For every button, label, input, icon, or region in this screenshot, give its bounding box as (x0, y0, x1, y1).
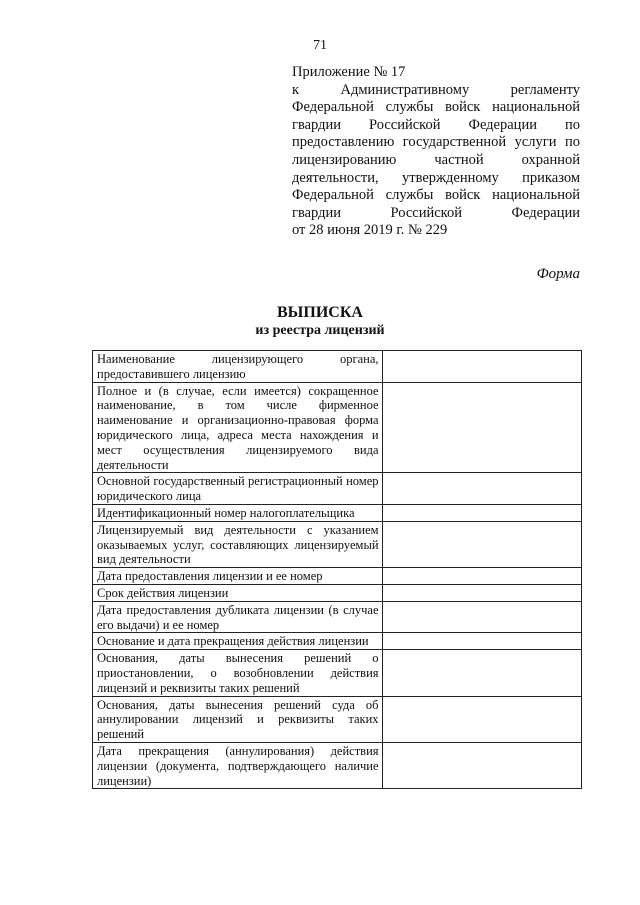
row-label-cell (93, 650, 383, 696)
registry-table (92, 350, 582, 789)
row-value-cell (382, 633, 581, 650)
row-label: Основной государственный регистрационный номер юридического лица (97, 474, 379, 504)
table-row (93, 521, 582, 567)
row-label: Дата предоставления лицензии и ее номер (97, 569, 323, 584)
table-row (93, 584, 582, 601)
row-label: Срок действия лицензии (97, 585, 229, 600)
row-value-cell (382, 504, 581, 521)
appendix-title: Приложение № 17 (292, 64, 406, 80)
appendix-line: гвардии Российской Федерации по (292, 116, 580, 133)
row-label: Дата прекращения (аннулирования) действия лицензии (документа, подтверждающего наличие лицензии) (97, 743, 379, 788)
appendix-line: Федеральной службы войск национальной (292, 99, 580, 116)
row-value-cell (382, 584, 581, 601)
document-subtitle: из реестра лицензий (255, 323, 385, 338)
appendix-line: деятельности, утвержденному приказом (292, 169, 580, 186)
row-label-cell (93, 696, 383, 742)
row-value-cell (382, 568, 581, 585)
row-label: Лицензируемый вид деятельности с указанием оказываемых услуг, составляющих лицензируемый вид деятельности (97, 522, 379, 567)
row-label-cell (93, 521, 383, 567)
row-value-cell (382, 521, 581, 567)
row-label-cell (93, 473, 383, 505)
page-number: 71 (313, 38, 327, 53)
row-value-cell (382, 601, 581, 633)
table-row (93, 601, 582, 633)
table-row (93, 696, 582, 742)
row-value-cell (382, 351, 581, 383)
table-row (93, 504, 582, 521)
table-row (93, 351, 582, 383)
row-label: Наименование лицензирующего органа, предоставившего лицензию (97, 352, 379, 381)
row-label-cell (93, 601, 383, 633)
document-title: ВЫПИСКА (277, 304, 363, 321)
table-row (93, 633, 582, 650)
table-row (93, 382, 582, 473)
row-label-cell (93, 382, 383, 473)
row-value-cell (382, 650, 581, 696)
row-label-cell (93, 568, 383, 585)
row-label: Основание и дата прекращения действия лицензии (97, 634, 369, 649)
row-value-cell (382, 696, 581, 742)
table-row (93, 473, 582, 505)
appendix-block (292, 64, 580, 240)
appendix-line: предоставлению государственной услуги по (292, 134, 580, 151)
appendix-line: лицензированию частной охранной (292, 151, 580, 168)
row-label: Идентификационный номер налогоплательщика (97, 505, 355, 520)
row-label-cell (93, 584, 383, 601)
row-label-cell (93, 633, 383, 650)
appendix-line: от 28 июня 2019 г. № 229 (292, 222, 448, 239)
row-label-cell (93, 351, 383, 383)
appendix-line: Федеральной службы войск национальной (292, 187, 580, 204)
row-label-cell (93, 742, 383, 788)
row-label: Основания, даты вынесения решений о приостановлении, о возобновлении действия лицензий и реквизиты таких решений (97, 651, 379, 695)
table-row (93, 650, 582, 696)
row-label-cell (93, 504, 383, 521)
row-value-cell (382, 382, 581, 473)
table-row (93, 742, 582, 788)
row-value-cell (382, 473, 581, 505)
form-label: Форма (536, 266, 580, 282)
row-label: Полное и (в случае, если имеется) сокращенное наименование, в том числе фирменное наименование и организационно-правовая форма юридического лица, адреса места нахождения и мест осуществления лицензируемого вида деятельности (97, 383, 379, 472)
row-value-cell (382, 742, 581, 788)
row-label: Дата предоставления дубликата лицензии (в случае его выдачи) и ее номер (97, 602, 379, 632)
appendix-line: к Административному регламенту (292, 81, 580, 98)
table-row (93, 568, 582, 585)
appendix-line: гвардии Российской Федерации (292, 204, 580, 221)
row-label: Основания, даты вынесения решений суда об аннулировании лицензий и реквизиты таких решений (97, 697, 379, 742)
